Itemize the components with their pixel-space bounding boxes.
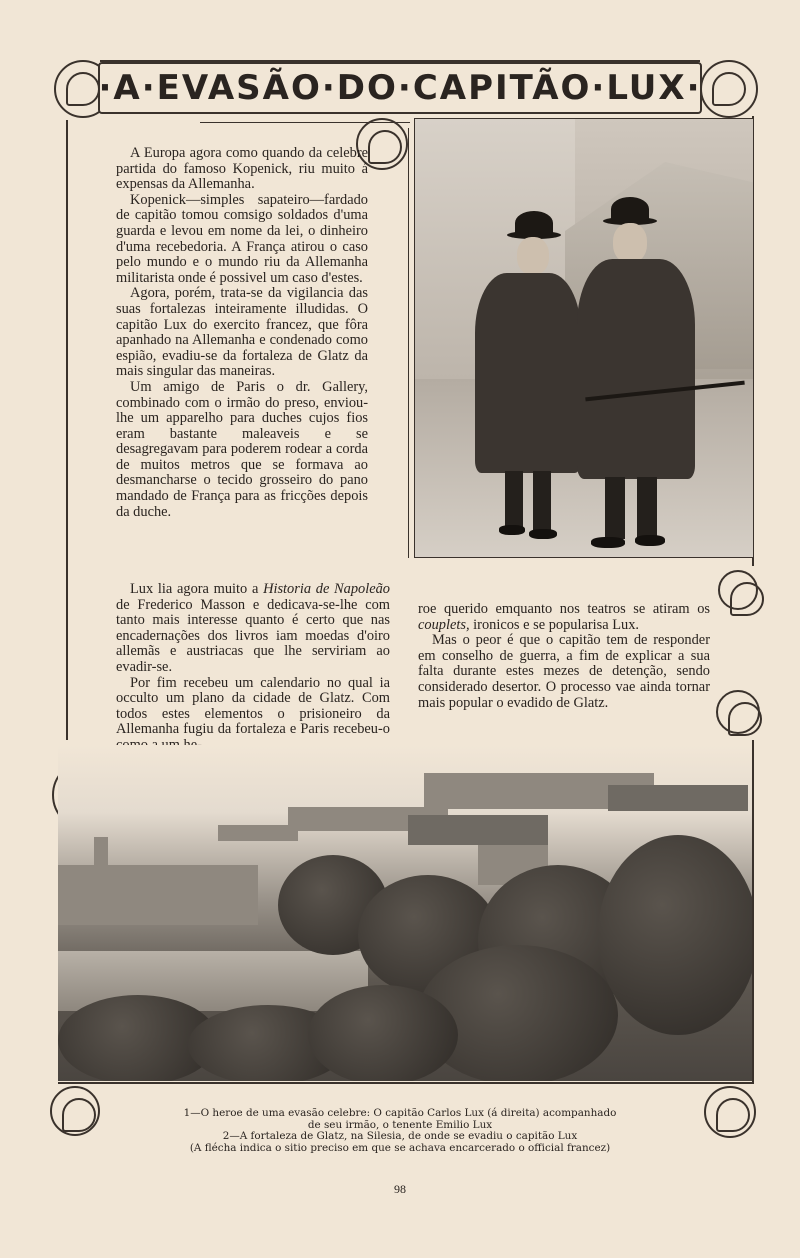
- tree: [598, 835, 752, 1035]
- paragraph: Kopenick—simples sapateiro—fardado de capitão tomou comsigo soldados d'uma guarda e levou em nome da lei, o dinheiro d'uma recebedoria. A França atirou o caso pelo mundo e o mundo riu da Allemanha militarista onde é possivel um caso d'estes.: [116, 191, 368, 286]
- article-column-left-top: [116, 146, 368, 520]
- frame-bottom-line: [58, 1082, 754, 1084]
- ornament-corner-icon: [704, 1086, 756, 1138]
- paragraph: roe querido emquanto nos teatros se atiram os couplets, ironicos e se popularisa Lux.: [418, 601, 710, 633]
- ornament-corner-icon: [50, 1086, 100, 1136]
- ornament-corner-icon: [700, 60, 758, 118]
- caption-line: 1—O heroe de uma evasão celebre: O capitão Carlos Lux (á direita) acompanhado: [183, 1107, 617, 1119]
- fortress-wall: [218, 825, 298, 841]
- paragraph: A Europa agora como quando da celebre partida do famoso Kopenick, riu muito á expensas da Allemanha.: [116, 145, 368, 193]
- paragraph: Mas o peor é que o capitão tem de responder em conselho de guerra, a fim de explicar a sua falta durante estes mezes de detenção, sendo considerado desertor. O processo vae ainda tornar mais popular o evadido de Glatz.: [418, 632, 710, 711]
- paragraph: Lux lia agora muito a Historia de Napoleão de Frederico Masson e dedicava-se-lhe com tanto mais interesse quanto é certo que nas encadernações dos livros iam moedas d'oiro allemãs e austriacas que lhe serviriam ao evadir-se.: [116, 581, 391, 675]
- frame-column-divider: [408, 128, 409, 558]
- caption-line: de seu irmão, o tenente Emilio Lux: [307, 1118, 493, 1131]
- ornament-vine-icon: [718, 570, 758, 610]
- ornament-vine-icon: [716, 690, 760, 734]
- article-column-right-bottom: [418, 602, 710, 711]
- paragraph: Um amigo de Paris o dr. Gallery, combinado com o irmão do preso, enviou-lhe um apparelho para duches cujos fios eram bastante maleaveis e se desagregavam para poderem rodear a corda de muitos metros que se formava ao desmancharse o tecido grosseiro do pano mandado de França para as fricções depois da duche.: [116, 378, 368, 520]
- figure-carlos-lux: [575, 197, 705, 557]
- article-column-left-bottom: [116, 582, 390, 754]
- frame-right-lower-line: [752, 740, 754, 1082]
- town-houses: [58, 865, 258, 925]
- tree: [308, 985, 458, 1081]
- photo-glatz-fortress: [58, 745, 752, 1081]
- couplets-word: couplets,: [418, 616, 470, 633]
- paragraph: Agora, porém, trata-se da vigilancia das suas fortalezas inteiramente illudidas. O capitão Lux do exercito francez, que fôra apanhado na Allemanha e condenado como espião, evadiu-se da fortaleza de Glatz da mais singular das maneiras.: [116, 285, 368, 380]
- barracks-roof: [608, 785, 748, 811]
- barracks-roof: [408, 815, 548, 845]
- photo-captions: [150, 1108, 650, 1154]
- caption-line: 2—A fortaleza de Glatz, na Silesia, de onde se evadiu o capitão Lux: [222, 1130, 578, 1143]
- article-title: ·A·EVASÃO·DO·CAPITÃO·LUX·: [98, 68, 702, 108]
- caption-line: (A flécha indica o sitio preciso em que se achava encarcerado o official francez): [189, 1141, 611, 1154]
- church-tower: [94, 837, 108, 877]
- photo-lux-brothers: [414, 118, 754, 558]
- frame-left-line: [66, 120, 68, 740]
- paragraph: Por fim recebeu um calendario no qual ia occulto um plano da cidade de Glatz. Com todos estes elementos o prisioneiro da Allemanha fugiu da fortaleza e Paris recebeu-o: [116, 674, 390, 738]
- figure-emilio-lux: [473, 209, 583, 549]
- page-number: 98: [394, 1182, 406, 1196]
- book-title: Historia de Napoleão: [263, 581, 391, 597]
- title-banner: [98, 62, 702, 114]
